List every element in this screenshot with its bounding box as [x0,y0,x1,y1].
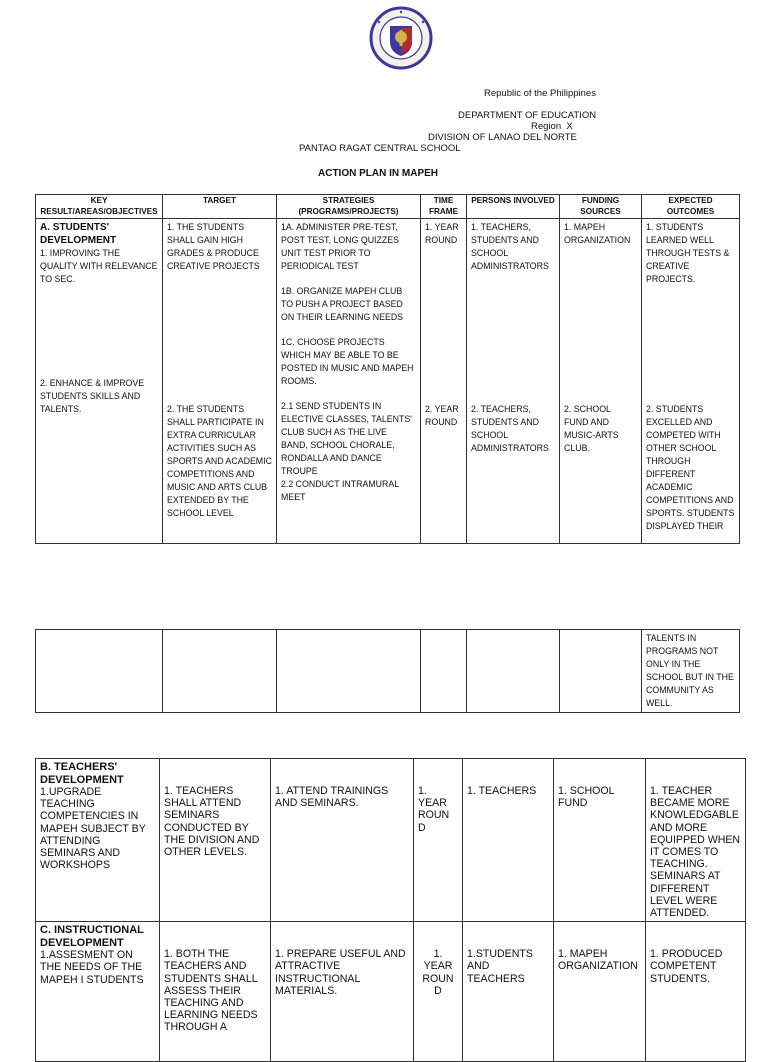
section-b-target: 1. TEACHERS SHALL ATTEND SEMINARS CONDUCTED BY THE DIVISION AND OTHER LEVELS. [164,785,260,859]
empty-cell [277,630,421,713]
empty-cell [421,630,467,713]
section-a-strategy-1b: 1B. ORGANIZE MAPEH CLUB TO PUSH A PROJECT BASED ON THEIR LEARNING NEEDS [281,286,404,322]
col-header-strategies: STRATEGIES (PROGRAMS/PROJECTS) [277,195,421,219]
section-a-funding-1: 1. MAPEH ORGANIZATION [564,222,631,245]
section-c-outcome-cell [646,922,746,1062]
section-a-time-cell [421,219,467,544]
division-line: DIVISION OF LANAO DEL NORTE [428,132,577,143]
school-line: PANTAO RAGAT CENTRAL SCHOOL [299,143,461,154]
action-plan-table [35,194,740,544]
col-header-target: TARGET [163,195,277,219]
section-a-funding-cell [560,219,642,544]
table-row-section-a [36,219,740,544]
section-c-outcome: 1. PRODUCED COMPETENT STUDENTS. [650,948,723,985]
section-a-target-cell [163,219,277,544]
section-c-persons-cell [463,922,554,1062]
section-b-objectives-cell [36,759,160,922]
section-b-time-cell [414,759,463,922]
table-header-row [36,195,740,219]
section-a-outcome-1: 1. STUDENTS LEARNED WELL THROUGH TESTS & CREATIVE PROJECTS. [646,222,730,284]
section-b-outcome: 1. TEACHER BECAME MORE KNOWLEDGABLE AND MORE EQUIPPED WHEN IT COMES TO TEACHING. SEMINARS AT DIFFERENT LEVEL WERE ATTENDED. [650,785,741,920]
section-b-strategy-cell [271,759,414,922]
col-header-persons: PERSONS INVOLVED [467,195,560,219]
department-line: DEPARTMENT OF EDUCATION [458,110,597,121]
section-a-objective-2: 2. ENHANCE & IMPROVE STUDENTS SKILLS AND TALENTS. [40,378,145,414]
section-b-outcome-cell [646,759,746,922]
table-row-section-c [36,922,746,1062]
section-a-persons-cell [467,219,560,544]
section-a-outcomes-cell [642,219,740,544]
col-header-outcomes: EXPECTED OUTCOMES [642,195,740,219]
action-plan-sections-b-c-table [35,758,746,1062]
section-a-heading: A. STUDENTS' DEVELOPMENT [40,222,117,246]
section-c-target-cell [160,922,271,1062]
section-a-time-1: 1. YEAR ROUND [425,222,459,245]
section-c-persons: 1.STUDENTS AND TEACHERS [467,948,533,985]
section-a-funding-2: 2. SCHOOL FUND AND MUSIC-ARTS CLUB. [564,404,619,453]
empty-cell [163,630,277,713]
section-a-strategy-2-2: 2.2 CONDUCT INTRAMURAL MEET [281,479,399,502]
col-header-funding: FUNDING SOURCES [560,195,642,219]
section-b-funding-cell [554,759,646,922]
section-b-time: 1. YEAR ROUN D [418,785,450,834]
section-b-funding: 1. SCHOOL FUND [558,785,615,810]
section-a-strategy-1a: 1A. ADMINISTER PRE-TEST, POST TEST, LONG QUIZZES UNIT TEST PRIOR TO PERIODICAL TEST [281,222,399,271]
section-c-target: 1. BOTH THE TEACHERS AND STUDENTS SHALL ASSESS THEIR TEACHING AND LEARNING NEEDS THROUGH A [164,948,258,1034]
section-a-outcome-2-continued: TALENTS IN PROGRAMS NOT ONLY IN THE SCHOOL BUT IN THE COMMUNITY AS WELL. [642,630,740,713]
section-c-heading: C. INSTRUCTIONAL DEVELOPMENT [40,924,144,949]
section-a-time-2: 2. YEAR ROUND [425,404,459,427]
section-b-heading: B. TEACHERS' DEVELOPMENT [40,761,124,786]
section-b-persons-cell [463,759,554,922]
section-a-persons-2: 2. TEACHERS, STUDENTS AND SCHOOL ADMINISTRATORS [471,404,549,453]
table-row-section-b [36,759,746,922]
col-header-key-result: KEY RESULT/AREAS/OBJECTIVES [36,195,163,219]
region-line: Region X [531,121,573,132]
section-c-funding: 1. MAPEH ORGANIZATION [558,948,638,973]
empty-cell [560,630,642,713]
empty-cell [36,630,163,713]
section-b-target-cell [160,759,271,922]
col-header-time-frame: TIME FRAME [421,195,467,219]
section-c-objective: 1.ASSESMENT ON THE NEEDS OF THE MAPEH I STUDENTS [40,949,144,986]
section-c-time: 1. YEAR ROUN D [422,948,454,997]
section-a-persons-1: 1. TEACHERS, STUDENTS AND SCHOOL ADMINISTRATORS [471,222,549,271]
section-a-target-1: 1. THE STUDENTS SHALL GAIN HIGH GRADES & PRODUCE CREATIVE PROJECTS [167,222,260,271]
republic-line: Republic of the Philippines [484,88,596,99]
section-a-strategies-cell [277,219,421,544]
section-c-strategy-cell [271,922,414,1062]
section-a-outcome-2: 2. STUDENTS EXCELLED AND COMPETED WITH OTHER SCHOOL THROUGH DIFFERENT ACADEMIC COMPETITIONS AND SPORTS. STUDENTS DISPLAYED THEIR [646,404,735,531]
section-c-strategy: 1. PREPARE USEFUL AND ATTRACTIVE INSTRUCTIONAL MATERIALS. [275,948,406,997]
empty-cell [467,630,560,713]
document-title: ACTION PLAN IN MAPEH [318,168,438,179]
section-c-time-cell [414,922,463,1062]
table-row-continuation [36,630,740,713]
section-c-funding-cell [554,922,646,1062]
section-b-objective: 1.UPGRADE TEACHING COMPETENCIES IN MAPEH SUBJECT BY ATTENDING SEMINARS AND WORKSHOPS [40,786,146,872]
section-a-strategy-2-1: 2.1 SEND STUDENTS IN ELECTIVE CLASSES, TALENTS' CLUB SUCH AS THE LIVE BAND, SCHOOL CHORALE, RONDALLA AND DANCE TROUPE [281,401,412,476]
section-b-persons: 1. TEACHERS [467,785,537,797]
section-a-objective-1: 1. IMPROVING THE QUALITY WITH RELEVANCE TO SEC. [40,248,158,284]
action-plan-continuation-table [35,629,740,713]
section-a-target-2: 2. THE STUDENTS SHALL PARTICIPATE IN EXTRA CURRICULAR ACTIVITIES SUCH AS SPORTS AND ACADEMIC COMPETITIONS AND MUSIC AND ARTS CLUB EXTENDED BY THE SCHOOL LEVEL [167,404,272,518]
section-c-objectives-cell [36,922,160,1062]
deped-seal-logo [366,6,436,70]
section-a-objectives-cell [36,219,163,544]
section-b-strategy: 1. ATTEND TRAININGS AND SEMINARS. [275,785,389,810]
section-a-strategy-1c: 1C. CHOOSE PROJECTS WHICH MAY BE ABLE TO BE POSTED IN MUSIC AND MAPEH ROOMS. [281,337,414,386]
